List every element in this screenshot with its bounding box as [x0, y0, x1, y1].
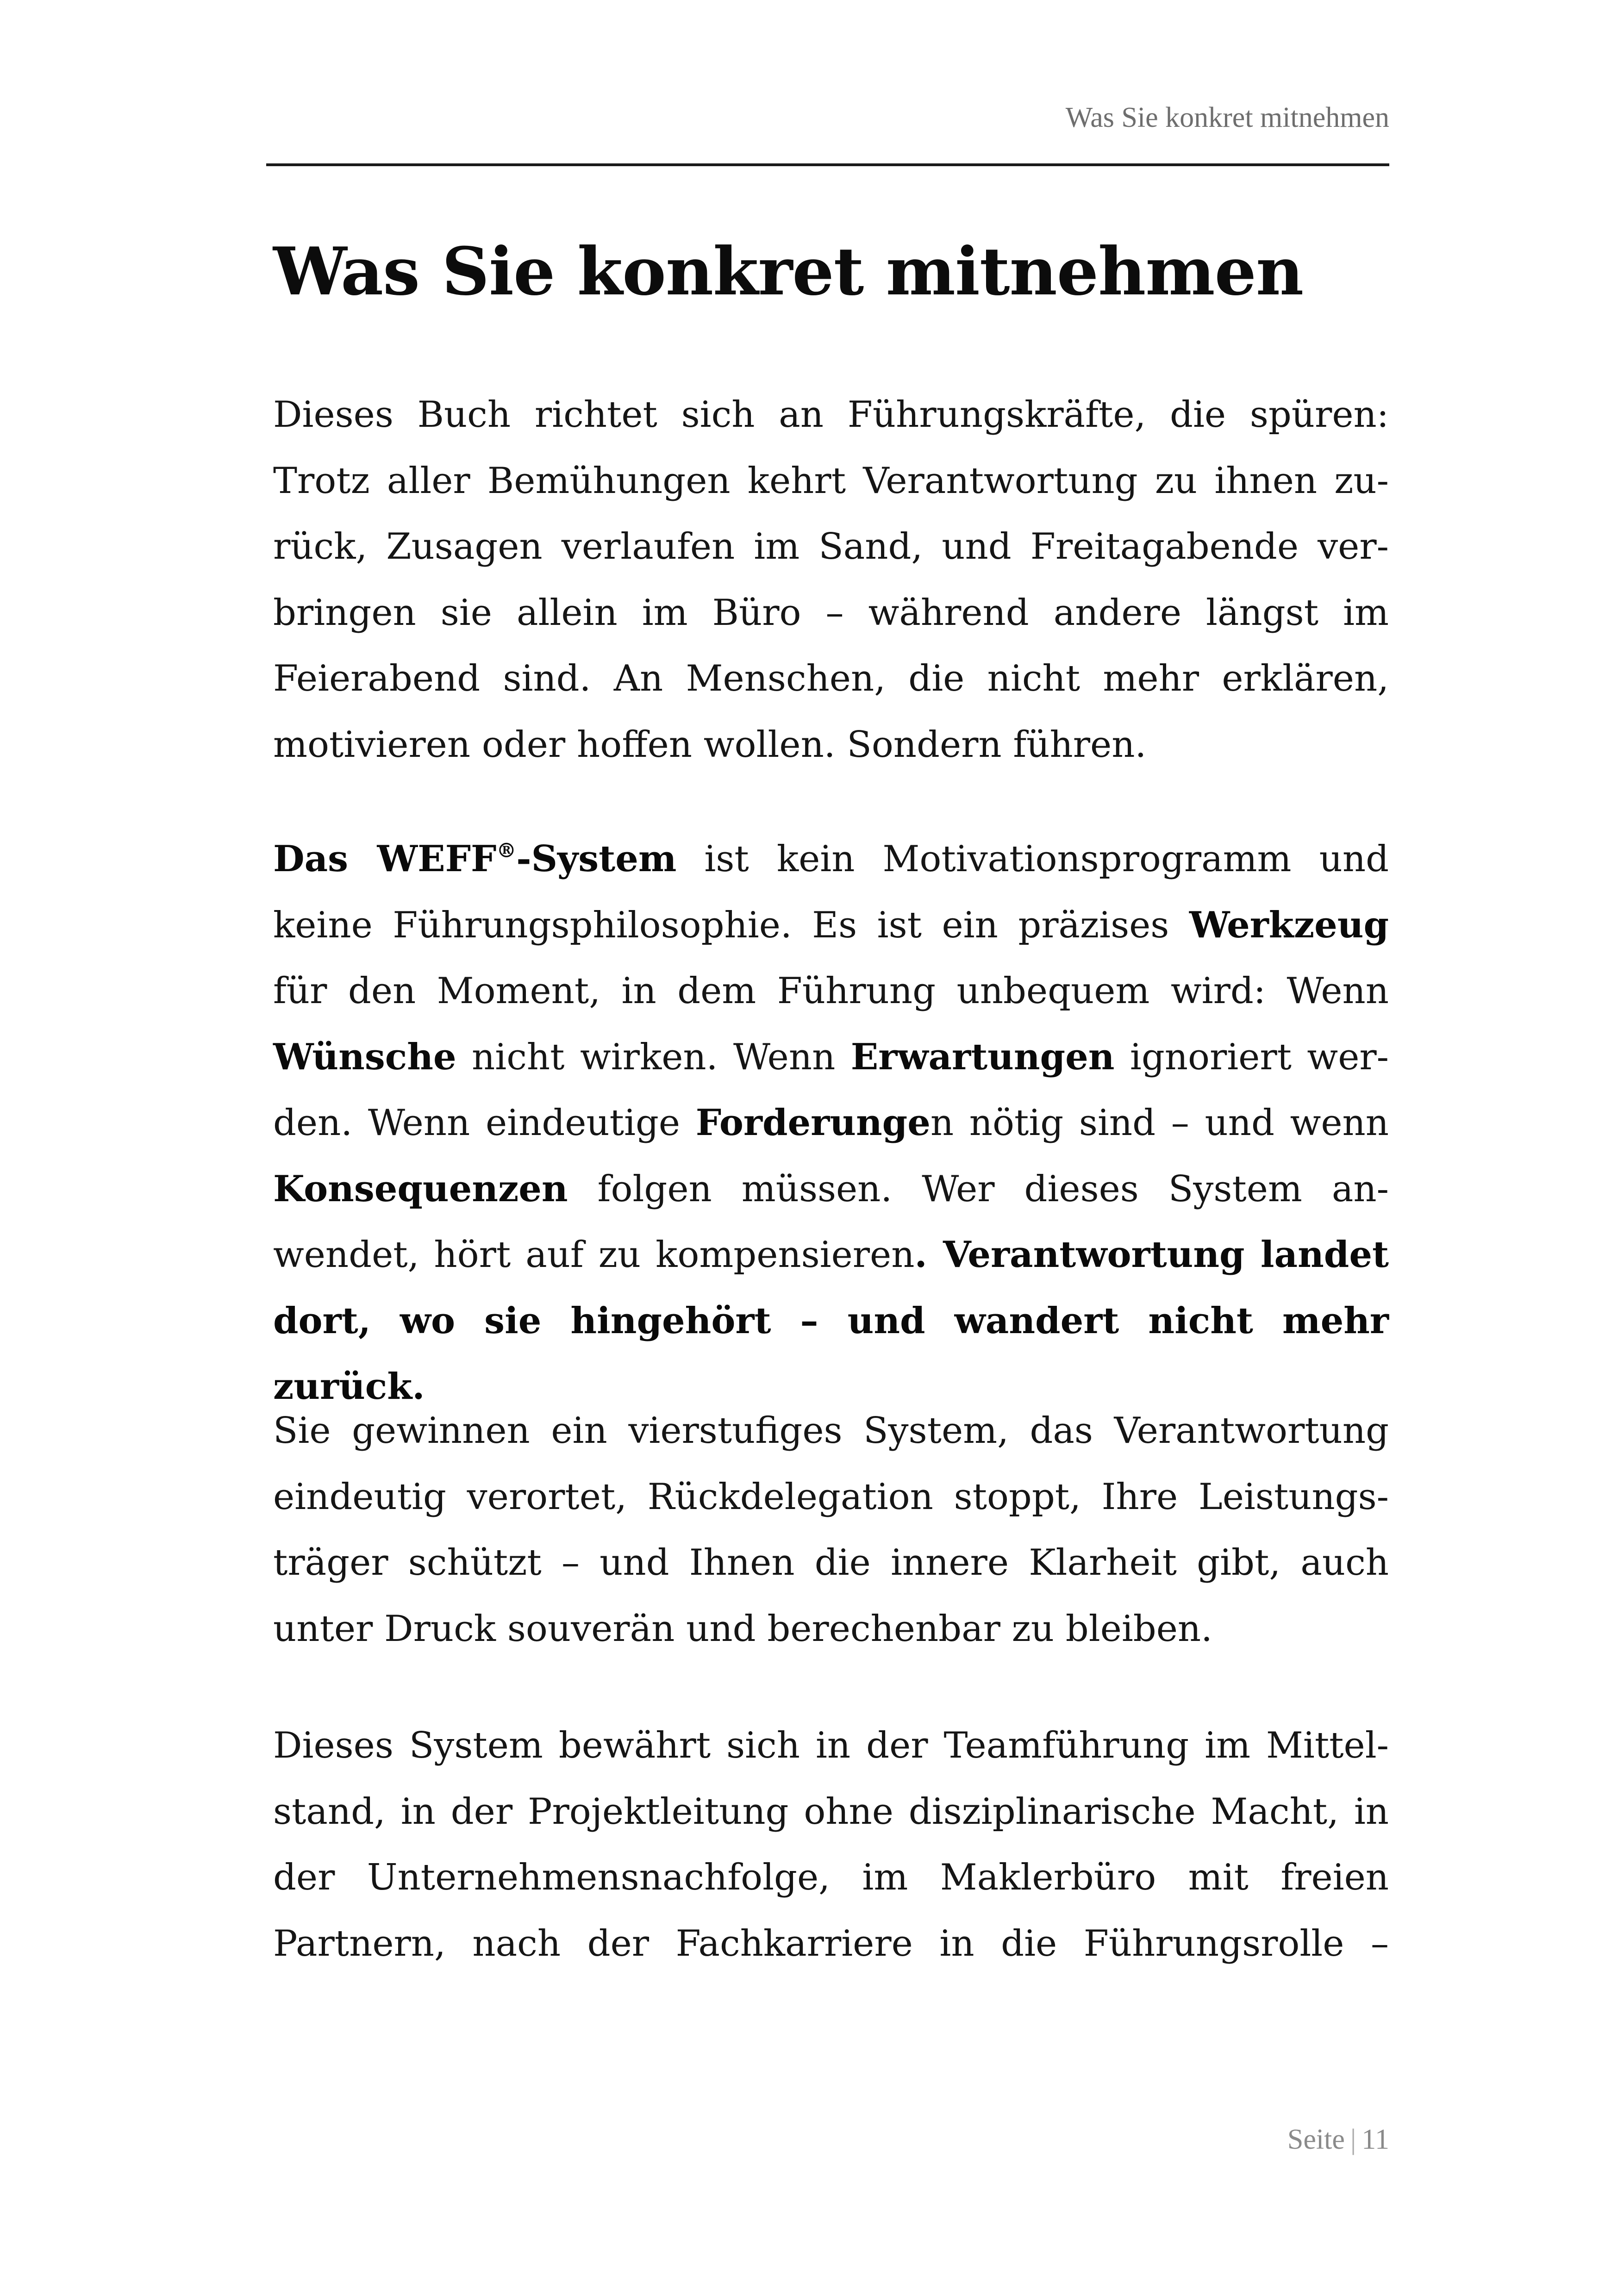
page-number: 11 — [1362, 2124, 1389, 2155]
bold-run: Erwartungen — [850, 1035, 1115, 1078]
bold-run: Das WEFF — [273, 838, 497, 880]
text-run: n nötig sind – und wenn — [930, 1102, 1389, 1144]
page-separator: | — [1350, 2124, 1356, 2155]
paragraph-text — [273, 826, 1389, 1420]
page-number-footer — [266, 2121, 1389, 2158]
bold-run: Werkzeug — [1189, 904, 1389, 946]
paragraph-use-cases — [273, 1713, 1389, 1977]
text-run: Sie gewinnen ein vierstufiges System, das Verantwortung eindeutig verortet, Rückdelegation stoppt, Ihre Leistungsträger schützt – und Ihnen die innere Klarheit gibt, auch unter Druck souverän und berechenbar zu bleiben. — [273, 1410, 1389, 1650]
paragraph-intro — [273, 382, 1389, 778]
page-label: Seite — [1287, 2124, 1345, 2155]
paragraph-text — [273, 382, 1389, 778]
paragraph-benefits — [273, 1398, 1389, 1662]
text-run: ignoriert werden. Wenn eindeutige — [273, 1036, 1389, 1144]
text-run: ist kein Motivationsprogramm und keine Führungsphilosophie. Es ist ein präzises — [273, 838, 1389, 946]
bold-run: Konsequenzen — [273, 1167, 568, 1210]
header-divider — [266, 163, 1389, 166]
paragraph-text — [273, 1398, 1389, 1662]
text-run: folgen müssen. Wer dieses System anwendet, hört auf zu kompensieren — [273, 1168, 1389, 1276]
paragraph-weff-system — [273, 826, 1389, 1420]
text-run: nicht wirken. Wenn — [456, 1036, 851, 1078]
text-run: Dieses Buch richtet sich an Führungskräfte, die spüren: Trotz aller Bemühungen kehrt Verantwortung zu ihnen zurück, Zusagen verlaufen im Sand, und Freitagabende verbringen sie allein im Büro – während andere längst im Feierabend sind. An Menschen, die nicht mehr erklären, motivieren oder hoffen wollen. Sondern führen. — [273, 394, 1389, 766]
bold-run: Wünsche — [273, 1035, 456, 1078]
paragraph-text — [273, 1713, 1389, 1977]
bold-run: Forderunge — [695, 1102, 931, 1144]
bold-run: . Verantwortung landet dort, wo sie hingehört – und wandert nicht mehr zurück. — [273, 1234, 1389, 1408]
text-run: Dieses System bewährt sich in der Teamführung im Mittelstand, in der Projektleitung ohne disziplinarische Macht, in der Unternehmensnachfolge, im Maklerbüro mit freien Partnern, nach der Fachkarriere in die Führungsrolle – — [273, 1725, 1389, 1964]
chapter-title: Was Sie konkret mitnehmen — [273, 233, 1304, 310]
bold-run: -System — [516, 838, 677, 880]
text-run: für den Moment, in dem Führung unbequem wird: Wenn — [273, 970, 1389, 1012]
registered-mark: ® — [496, 839, 517, 862]
running-head: Was Sie konkret mitnehmen — [1065, 102, 1389, 133]
